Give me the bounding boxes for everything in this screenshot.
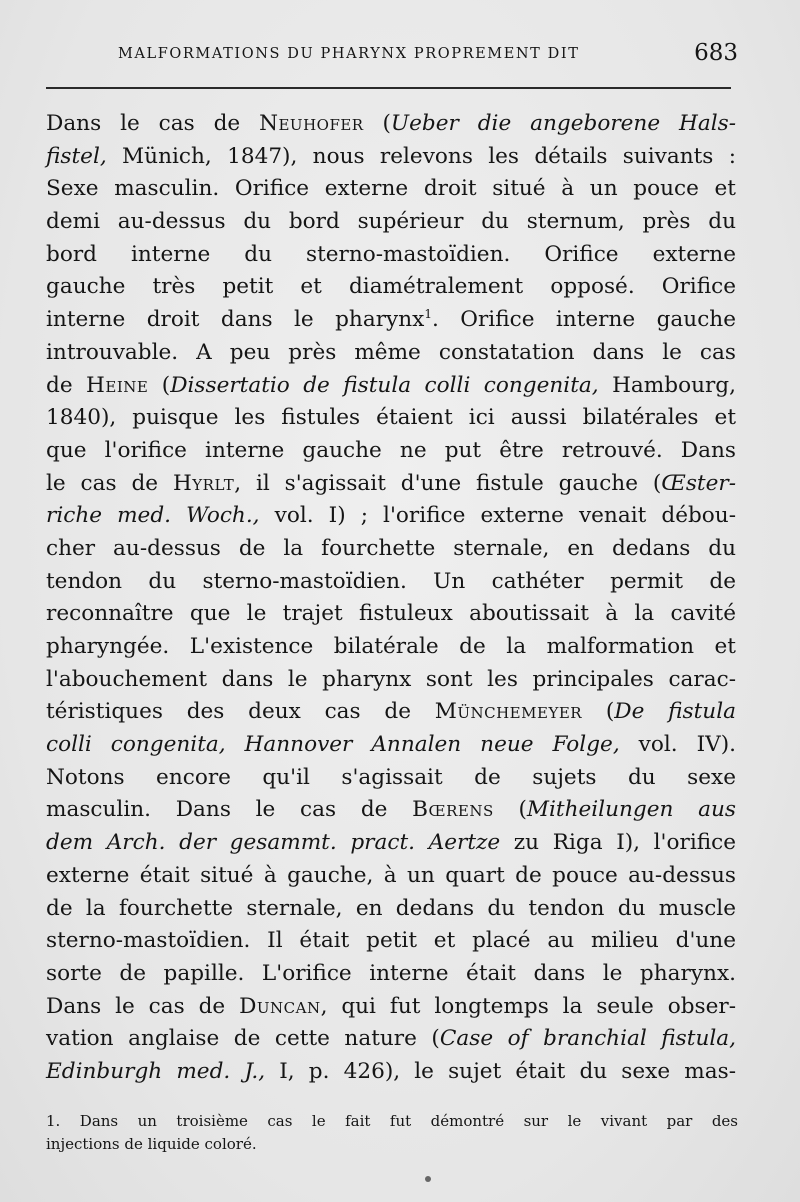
text-line — [46, 500, 736, 533]
text-line — [46, 173, 736, 206]
text-segment: Hambourg, — [598, 372, 736, 398]
text-segment: Case of branchial fistula, — [439, 1026, 736, 1052]
text-segment: téristiques des deux cas de — [46, 699, 435, 725]
text-line — [46, 337, 736, 370]
text-line — [46, 860, 736, 893]
running-title: MALFORMATIONS DU PHARYNX PROPREMENT DIT — [118, 46, 580, 62]
text-segment: dem Arch. der gesammt. pract. Aertze — [46, 830, 501, 856]
text-segment: Ueber die angeborene Hals- — [390, 111, 736, 136]
text-segment: reconnaître que le trajet fistuleux aboutissait à la cavité — [46, 601, 736, 627]
text-segment: Œster- — [661, 470, 736, 496]
text-line — [46, 1023, 736, 1056]
text-segment: interne droit dans le pharynx — [46, 307, 425, 333]
text-segment: ( — [363, 111, 391, 136]
text-segment: , il s'agissait d'une fistule gauche ( — [234, 470, 662, 496]
text-segment: que l'orifice interne gauche ne put être retrouvé. Dans — [46, 437, 736, 463]
text-segment: Dans le cas de — [46, 111, 260, 136]
text-segment: De fistula — [614, 699, 736, 725]
text-line — [46, 468, 736, 501]
text-line — [46, 370, 736, 403]
text-segment: fistel, — [46, 143, 107, 169]
text-line — [46, 566, 736, 599]
text-segment: Sexe masculin. Orifice externe droit situé à un pouce et — [46, 176, 736, 202]
text-line — [46, 729, 736, 762]
text-line — [46, 598, 736, 631]
text-line — [46, 402, 736, 435]
footnote-line: 1. Dans un troisième cas le fait fut démontré sur le vivant par des — [46, 1112, 738, 1130]
text-line — [46, 827, 736, 860]
text-segment: ( — [493, 797, 527, 823]
text-segment: introuvable. A peu près même constatation dans le cas — [46, 339, 736, 365]
author-name: Heine — [86, 372, 149, 398]
text-line — [46, 893, 736, 926]
text-segment: l'abouchement dans le pharynx sont les principales carac- — [46, 666, 736, 692]
footnotes — [46, 1110, 738, 1156]
text-segment: masculin. Dans le cas de — [46, 797, 413, 823]
text-segment: vation anglaise de cette nature ( — [46, 1026, 440, 1052]
text-segment: pharyngée. L'existence bilatérale de la malformation et — [46, 634, 736, 659]
text-segment: riche med. Woch., — [46, 503, 260, 529]
text-segment: colli congenita, Hannover Annalen neue Folge, — [46, 732, 620, 758]
text-line — [46, 141, 736, 174]
text-segment: Notons encore qu'il s'agissait de sujets du sexe — [46, 764, 736, 790]
text-line — [46, 664, 736, 697]
text-line — [46, 271, 736, 304]
header-rule — [46, 87, 731, 89]
text-segment: 1840), puisque les fistules étaient ici aussi bilatérales et — [46, 405, 736, 431]
page-mark — [425, 1176, 431, 1182]
text-segment: ( — [148, 372, 171, 398]
footnote-line: injections de liquide coloré. — [46, 1135, 257, 1153]
text-segment: bord interne du sterno-mastoïdien. Orifice externe — [46, 241, 736, 267]
text-segment: externe était situé à gauche, à un quart de pouce au-dessus — [46, 862, 736, 888]
text-segment: de la fourchette sternale, en dedans du tendon du muscle — [46, 895, 736, 921]
text-segment: Edinburgh med. J., — [46, 1058, 266, 1084]
text-segment: vol. I) ; l'orifice externe venait débou- — [259, 503, 736, 529]
author-name: Neuhofer — [259, 111, 364, 136]
text-line — [46, 991, 736, 1024]
text-segment: sterno-mastoïdien. Il était petit et placé au milieu d'une — [46, 928, 736, 954]
text-segment: ( — [582, 699, 615, 725]
text-segment: . Orifice interne gauche — [431, 307, 736, 333]
text-segment: vol. IV). — [619, 732, 736, 758]
text-line — [46, 304, 736, 337]
text-line — [46, 958, 736, 991]
running-head — [118, 40, 738, 70]
text-segment: , qui fut longtemps la seule obser- — [320, 993, 736, 1019]
text-segment: Mitheilungen aus — [526, 797, 736, 823]
text-line — [46, 239, 736, 272]
footnote-ref: 1 — [424, 307, 432, 322]
author-name: Duncan — [239, 993, 321, 1019]
author-name: Hyrlt — [172, 470, 235, 496]
text-line — [46, 631, 736, 664]
text-line — [46, 794, 736, 827]
text-line — [46, 435, 736, 468]
text-line — [46, 762, 736, 795]
author-name: Bœrens — [412, 797, 494, 823]
page-number: 683 — [694, 40, 738, 66]
text-segment: le cas de — [46, 470, 173, 496]
text-segment: sorte de papille. L'orifice interne était dans le pharynx. — [46, 960, 736, 986]
text-segment: Münich, 1847), nous relevons les détails suivants : — [106, 143, 736, 169]
text-segment: Dissertatio de fistula colli congenita, — [170, 372, 599, 398]
text-segment: zu Riga I), l'orifice — [500, 830, 736, 856]
body-text — [46, 108, 736, 1089]
text-segment: I, p. 426), le sujet était du sexe mas- — [265, 1058, 736, 1084]
text-line — [46, 696, 736, 729]
text-line — [46, 925, 736, 958]
text-segment: demi au-dessus du bord supérieur du sternum, près du — [46, 209, 736, 235]
text-segment: de — [46, 372, 87, 398]
text-line — [46, 108, 736, 141]
text-line — [46, 206, 736, 239]
text-segment: gauche très petit et diamétralement opposé. Orifice — [46, 274, 736, 300]
text-segment: Dans le cas de — [46, 993, 240, 1019]
text-segment: cher au-dessus de la fourchette sternale, en dedans du — [46, 535, 736, 561]
text-line — [46, 533, 736, 566]
text-segment: tendon du sterno-mastoïdien. Un cathéter permit de — [46, 568, 736, 594]
author-name: Münchemeyer — [434, 699, 583, 725]
text-line — [46, 1056, 736, 1089]
